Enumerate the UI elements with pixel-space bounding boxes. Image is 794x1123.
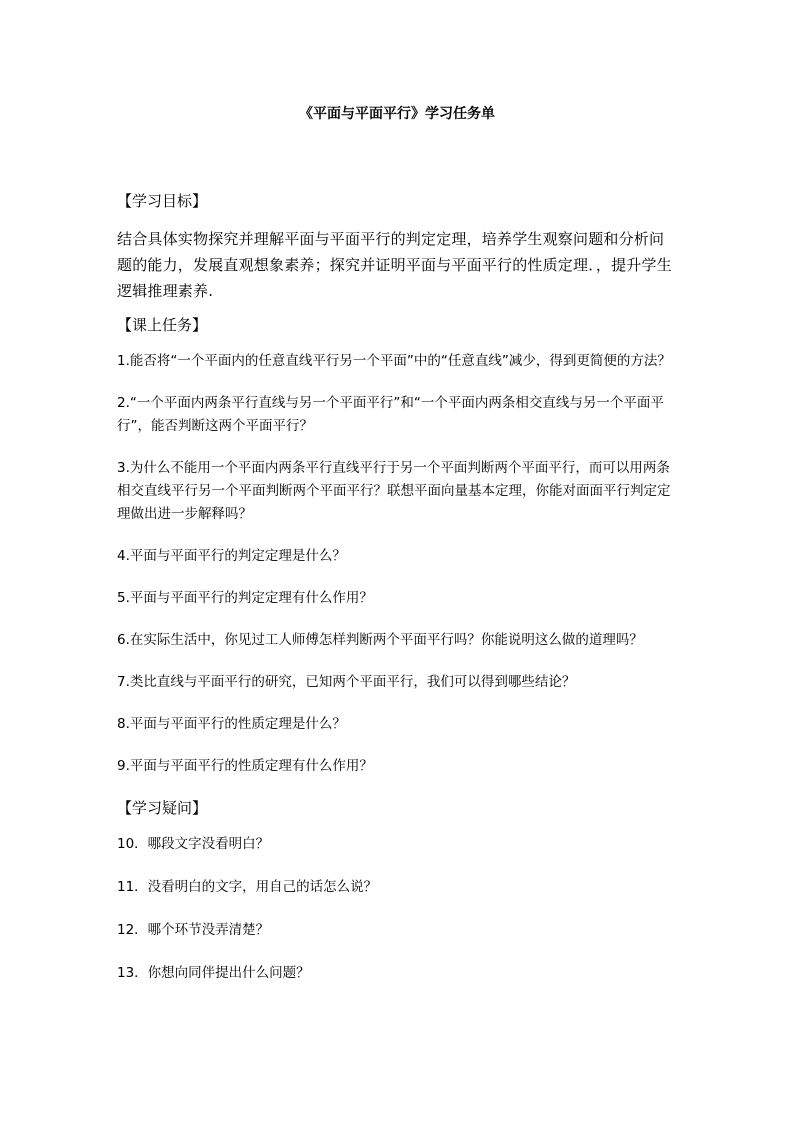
learning-doubt-list <box>117 833 677 985</box>
class-task-list <box>117 350 677 778</box>
learning-goals-heading: 【学习目标】 <box>117 192 208 210</box>
task-question-2: 2.“一个平面内两条平行直线与另一个平面平行”和“一个平面内两条相交直线与另一个平面平行”，能否判断这两个平面平行？ <box>117 395 664 434</box>
task-question-8: 8.平面与平面平行的性质定理是什么？ <box>117 716 346 732</box>
learning-doubts-heading: 【学习疑问】 <box>117 799 208 817</box>
doubt-question-11: 11．没看明白的文字，用自己的话怎么说？ <box>117 879 378 895</box>
learning-goals-text: 结合具体实物探究并理解平面与平面平行的判定定理，培养学生观察问题和分析问题的能力，发展直观想象素养；探究并证明平面与平面平行的性质定理．，提升学生逻辑推理素养. <box>117 230 672 300</box>
class-tasks-heading: 【课上任务】 <box>117 316 208 334</box>
task-question-4: 4.平面与平面平行的判定定理是什么？ <box>117 548 346 564</box>
document-body <box>117 190 677 1005</box>
doubt-question-10: 10．哪段文字没看明白？ <box>117 836 270 852</box>
task-question-1: 1.能否将“一个平面内的任意直线平行另一个平面”中的“任意直线”减少，得到更简便的方法？ <box>117 353 671 369</box>
doubt-question-13: 13．你想向同伴提出什么问题？ <box>117 965 310 981</box>
task-question-7: 7.类比直线与平面平行的研究，已知两个平面平行，我们可以得到哪些结论？ <box>117 674 576 690</box>
task-question-6: 6.在实际生活中，你见过工人师傅怎样判断两个平面平行吗？你能说明这么做的道理吗？ <box>117 632 643 648</box>
task-question-5: 5.平面与平面平行的判定定理有什么作用？ <box>117 590 373 606</box>
task-question-9: 9.平面与平面平行的性质定理有什么作用？ <box>117 758 373 774</box>
document-title: 《平面与平面平行》学习任务单 <box>299 106 495 122</box>
doubt-question-12: 12．哪个环节没弄清楚？ <box>117 922 270 938</box>
task-question-3: 3.为什么不能用一个平面内两条平行直线平行于另一个平面判断两个平面平行，而可以用两条相交直线平行另一个平面判断两个平面平行？联想平面向量基本定理，你能对面面平行判定定理做出进一步解释吗？ <box>117 460 671 522</box>
